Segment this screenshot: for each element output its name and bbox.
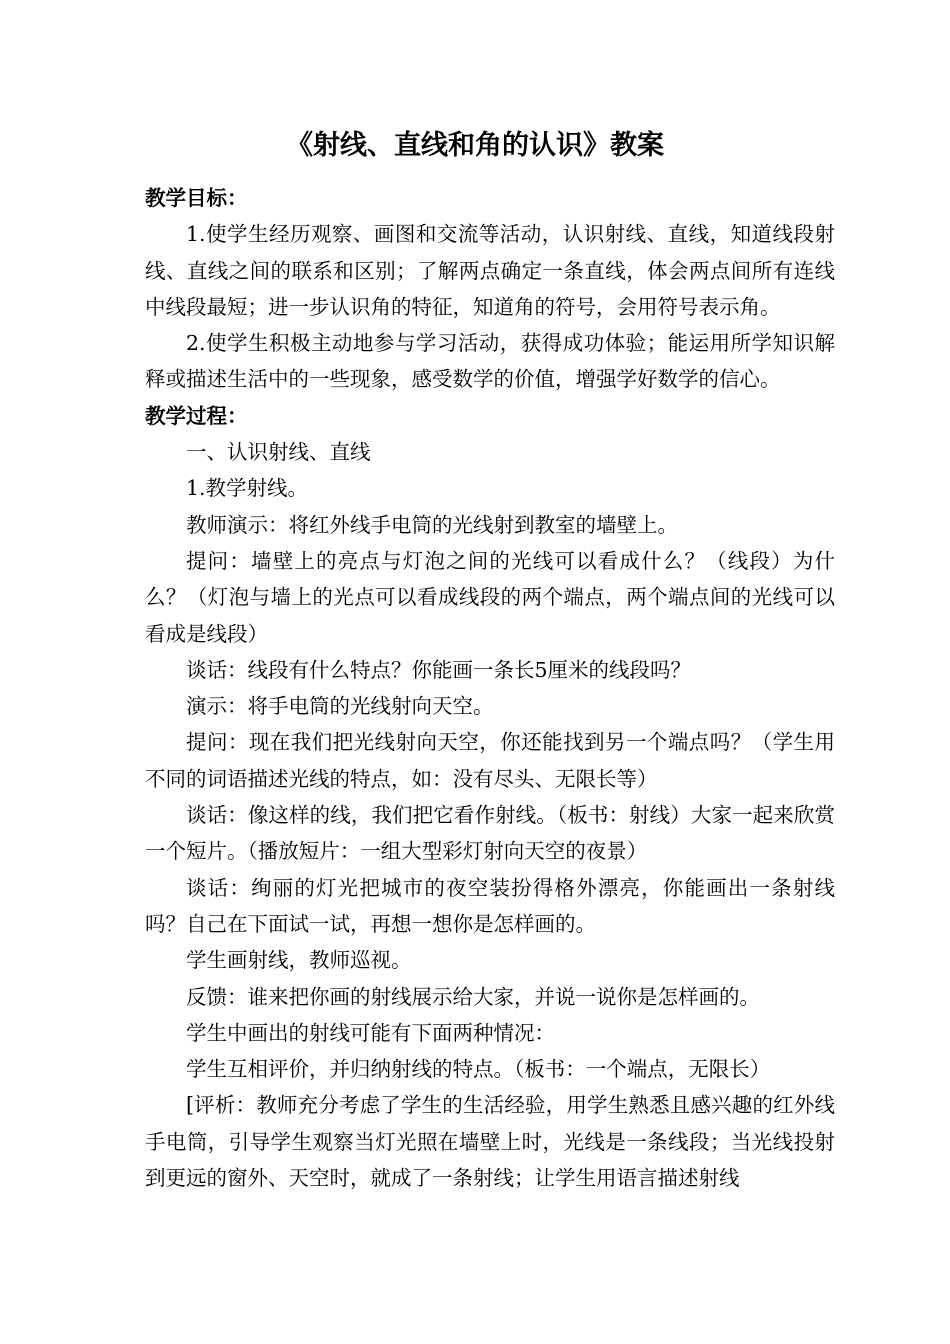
paragraph: [评析：教师充分考虑了学生的生活经验，用学生熟悉且感兴趣的红外线手电筒，引导学生观察当灯光照在墙壁上时，光线是一条线段；当光线投射到更远的窗外、天空时，就成了一条射线；让学生用语言描述射线 xyxy=(145,1093,835,1191)
document-body xyxy=(145,180,835,1196)
paragraph: 学生互相评价，并归纳射线的特点。（板书：一个端点，无限长） xyxy=(186,1057,771,1082)
paragraph: 1.教学射线。 xyxy=(186,476,309,501)
document-title: 《射线、直线和角的认识》教案 xyxy=(286,130,664,161)
paragraph: 教师演示：将红外线手电筒的光线射到教室的墙壁上。 xyxy=(186,512,678,537)
section-heading-process: 教学过程： xyxy=(145,403,248,428)
paragraph: 2.使学生积极主动地参与学习活动，获得成功体验；能运用所学知识解释或描述生活中的一些现象，感受数学的价值，增强学好数学的信心。 xyxy=(145,331,835,392)
paragraph: 提问：墙壁上的亮点与灯泡之间的光线可以看成什么？（线段）为什么？（灯泡与墙上的光点可以看成线段的两个端点，两个端点间的光线可以看成是线段） xyxy=(145,548,835,646)
paragraph: 学生画射线，教师巡视。 xyxy=(186,948,412,973)
paragraph: 谈话：绚丽的灯光把城市的夜空装扮得格外漂亮，你能画出一条射线吗？自己在下面试一试，再想一想你是怎样画的。 xyxy=(145,875,835,936)
paragraph: 反馈：谁来把你画的射线展示给大家，并说一说你是怎样画的。 xyxy=(186,984,760,1009)
paragraph: 谈话：线段有什么特点？你能画一条长5厘米的线段吗？ xyxy=(186,657,692,682)
paragraph: 学生中画出的射线可能有下面两种情况： xyxy=(186,1020,555,1045)
section-heading-objectives: 教学目标： xyxy=(145,186,248,210)
paragraph: 一、认识射线、直线 xyxy=(186,440,371,465)
paragraph: 提问：现在我们把光线射向天空，你还能找到另一个端点吗？（学生用不同的词语描述光线的特点，如：没有尽头、无限长等） xyxy=(145,730,835,791)
paragraph: 1.使学生经历观察、画图和交流等活动，认识射线、直线，知道线段射线、直线之间的联系和区别；了解两点确定一条直线，体会两点间所有连线中线段最短；进一步认识角的特征，知道角的符号，会用符号表示角。 xyxy=(145,222,835,319)
paragraph: 演示：将手电筒的光线射向天空。 xyxy=(186,694,494,719)
paragraph: 谈话：像这样的线，我们把它看作射线。（板书：射线）大家一起来欣赏一个短片。（播放短片：一组大型彩灯射向天空的夜景） xyxy=(145,803,835,864)
